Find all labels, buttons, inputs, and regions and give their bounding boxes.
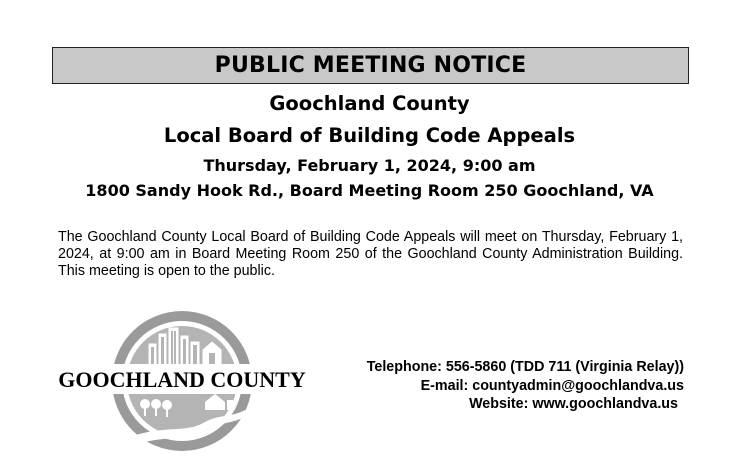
notice-banner <box>52 47 689 84</box>
meeting-datetime: Thursday, February 1, 2024, 9:00 am <box>203 156 536 175</box>
email-line: E-mail: countyadmin@goochlandva.us <box>420 377 684 394</box>
notice-title: PUBLIC MEETING NOTICE <box>214 53 527 78</box>
meeting-address: 1800 Sandy Hook Rd., Board Meeting Room 250 Goochland, VA <box>85 181 654 200</box>
goochland-county-logo <box>55 306 310 456</box>
logo-text: GOOCHLAND COUNTY <box>58 367 306 392</box>
board-name: Local Board of Building Code Appeals <box>163 124 576 147</box>
notice-body: The Goochland County Local Board of Building Code Appeals will meet on Thursday, February 1, 2024, at 9:00 am in Board Meeting Room 250 of the Goochland County Administration Building. This meeting is open to the public. <box>58 229 683 279</box>
telephone-line: Telephone: 556-5860 (TDD 711 (Virginia Relay)) <box>366 359 684 375</box>
contact-block <box>367 358 684 414</box>
county-name: Goochland County <box>269 92 470 115</box>
website-line: Website: www.goochlandva.us <box>469 396 678 412</box>
county-seal-icon <box>55 306 310 456</box>
